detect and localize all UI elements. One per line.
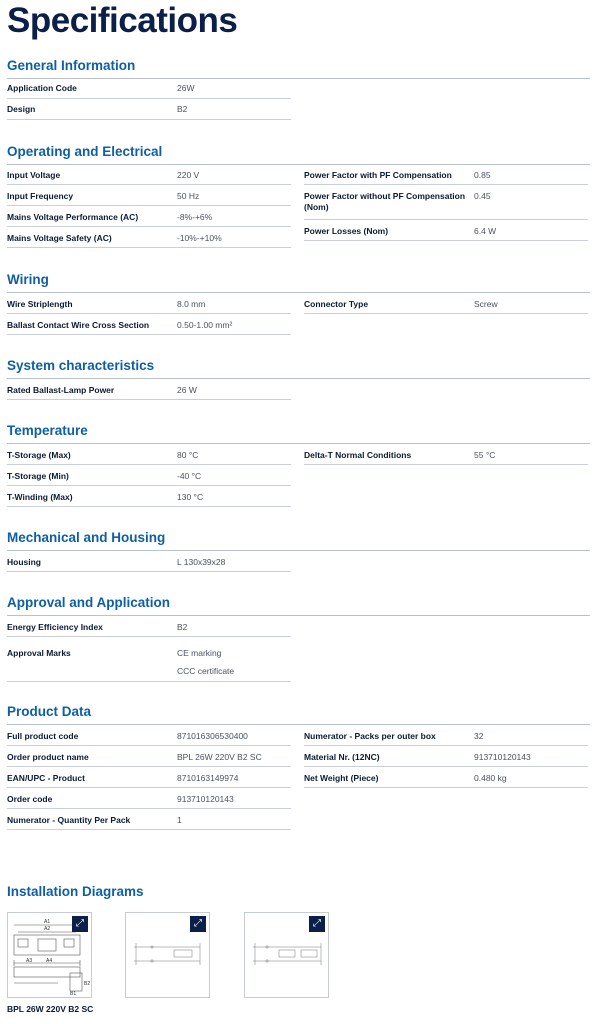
installation-diagrams <box>7 884 321 1014</box>
spec-row <box>7 550 291 572</box>
spec-value: 80 °C <box>177 450 199 460</box>
spec-label: Input Frequency <box>7 191 74 201</box>
spec-value: 1 <box>177 815 182 825</box>
spec-value: 871016306530400 <box>177 731 248 741</box>
spec-value: 8710163149974 <box>177 773 239 783</box>
section-operating-electrical <box>7 144 590 243</box>
diagram-thumbnail-wiring-1[interactable] <box>125 912 210 998</box>
dim-label: A4 <box>46 958 53 964</box>
spec-row <box>7 292 291 314</box>
spec-row <box>304 443 588 465</box>
spec-label: Full product code <box>7 731 79 741</box>
section-heading: Wiring <box>7 272 590 293</box>
spec-row <box>7 99 291 120</box>
spec-row <box>7 767 291 788</box>
spec-label: Input Voltage <box>7 170 61 180</box>
spec-row <box>7 78 291 99</box>
expand-icon[interactable]: ⤢ <box>309 916 325 932</box>
spec-label: Power Losses (Nom) <box>304 226 389 236</box>
spec-label: Mains Voltage Performance (AC) <box>7 212 139 222</box>
spec-row <box>7 615 291 637</box>
spec-value: -8%-+6% <box>177 212 213 222</box>
spec-label: Connector Type <box>304 299 369 309</box>
spec-value: L 130x39x28 <box>177 557 226 567</box>
section-heading: Mechanical and Housing <box>7 530 590 551</box>
spec-value: CE marking <box>177 648 222 658</box>
spec-value: 6.4 W <box>474 226 497 236</box>
expand-icon[interactable]: ⤢ <box>72 916 88 932</box>
spec-value: 913710120143 <box>177 794 234 804</box>
spec-row <box>304 724 588 746</box>
spec-value: BPL 26W 220V B2 SC <box>177 752 262 762</box>
dim-label: A2 <box>44 926 51 932</box>
section-heading: Product Data <box>7 704 590 725</box>
spec-row <box>304 220 588 241</box>
spec-row <box>7 185 291 206</box>
dim-label: B2 <box>84 981 91 987</box>
spec-label: Order product name <box>7 752 89 762</box>
spec-value: 0.45 <box>474 191 491 201</box>
spec-label: T-Winding (Max) <box>7 492 73 502</box>
spec-value: -40 °C <box>177 471 202 481</box>
spec-label: EAN/UPC - Product <box>7 773 85 783</box>
spec-value: B2 <box>177 622 188 632</box>
spec-row <box>7 746 291 767</box>
spec-value: 32 <box>474 731 484 741</box>
spec-label: Approval Marks <box>7 648 71 658</box>
section-heading: General Information <box>7 58 590 79</box>
spec-row <box>304 746 588 767</box>
spec-value: 220 V <box>177 170 200 180</box>
spec-row <box>7 724 291 746</box>
section-heading: Temperature <box>7 423 590 444</box>
spec-value: 26 W <box>177 385 197 395</box>
spec-row <box>304 164 588 185</box>
spec-value: B2 <box>177 104 188 114</box>
spec-value: 130 °C <box>177 492 204 502</box>
spec-value: -10%-+10% <box>177 233 222 243</box>
spec-label: Mains Voltage Safety (AC) <box>7 233 112 243</box>
spec-label: Application Code <box>7 83 77 93</box>
diagram-caption: BPL 26W 220V B2 SC <box>7 1004 94 1014</box>
spec-row <box>7 164 291 185</box>
section-product-data <box>7 704 590 825</box>
spec-label: Delta-T Normal Conditions <box>304 450 412 460</box>
spec-row <box>304 185 588 220</box>
expand-icon[interactable]: ⤢ <box>190 916 206 932</box>
spec-label: Numerator - Packs per outer box <box>304 731 436 741</box>
spec-label: T-Storage (Max) <box>7 450 71 460</box>
section-heading: System characteristics <box>7 358 590 379</box>
spec-value: 55 °C <box>474 450 496 460</box>
spec-label: Rated Ballast-Lamp Power <box>7 385 115 395</box>
spec-label: Housing <box>7 557 41 567</box>
spec-row <box>7 443 291 465</box>
spec-value: 0.85 <box>474 170 491 180</box>
spec-label: Ballast Contact Wire Cross Section <box>7 320 150 330</box>
spec-row <box>7 809 291 830</box>
spec-row <box>304 292 588 314</box>
spec-row <box>7 314 291 335</box>
spec-row <box>7 486 291 507</box>
spec-label: Power Factor without PF Compensation (Nom) <box>304 191 466 212</box>
dim-label: A1 <box>44 919 51 925</box>
section-system-characteristics <box>7 358 590 395</box>
spec-value: 26W <box>177 83 195 93</box>
section-mechanical-housing <box>7 530 590 567</box>
spec-row <box>7 206 291 227</box>
spec-value: 0.50-1.00 mm² <box>177 320 233 330</box>
spec-label: Wire Striplength <box>7 299 73 309</box>
diagram-thumbnail-dimensions[interactable] <box>7 912 92 998</box>
spec-label: T-Storage (Min) <box>7 471 69 481</box>
section-general-information <box>7 58 590 114</box>
section-heading: Approval and Application <box>7 595 590 616</box>
spec-label: Energy Efficiency Index <box>7 622 103 632</box>
spec-label: Net Weight (Piece) <box>304 773 379 783</box>
spec-label: Design <box>7 104 36 114</box>
spec-row <box>7 378 291 400</box>
spec-value: 50 Hz <box>177 191 200 201</box>
section-temperature <box>7 423 590 502</box>
spec-row <box>304 767 588 788</box>
spec-label: Power Factor with PF Compensation <box>304 170 452 180</box>
dim-label: B1 <box>70 991 77 997</box>
spec-label: Order code <box>7 794 53 804</box>
section-heading: Installation Diagrams <box>7 884 144 899</box>
spec-value-secondary: CCC certificate <box>177 666 235 676</box>
section-heading: Operating and Electrical <box>7 144 590 165</box>
spec-row <box>7 465 291 486</box>
spec-value: 913710120143 <box>474 752 531 762</box>
section-approval-application <box>7 595 590 676</box>
diagram-thumbnail-wiring-2[interactable] <box>244 912 329 998</box>
spec-row <box>7 637 291 682</box>
page-title: Specifications <box>7 1 238 40</box>
spec-label: Material Nr. (12NC) <box>304 752 380 762</box>
spec-value: 8.0 mm <box>177 299 206 309</box>
section-wiring <box>7 272 590 330</box>
dim-label: A3 <box>26 958 33 964</box>
spec-value: 0.480 kg <box>474 773 507 783</box>
spec-row <box>7 788 291 809</box>
spec-label: Numerator - Quantity Per Pack <box>7 815 131 825</box>
spec-row <box>7 227 291 248</box>
spec-value: Screw <box>474 299 498 309</box>
